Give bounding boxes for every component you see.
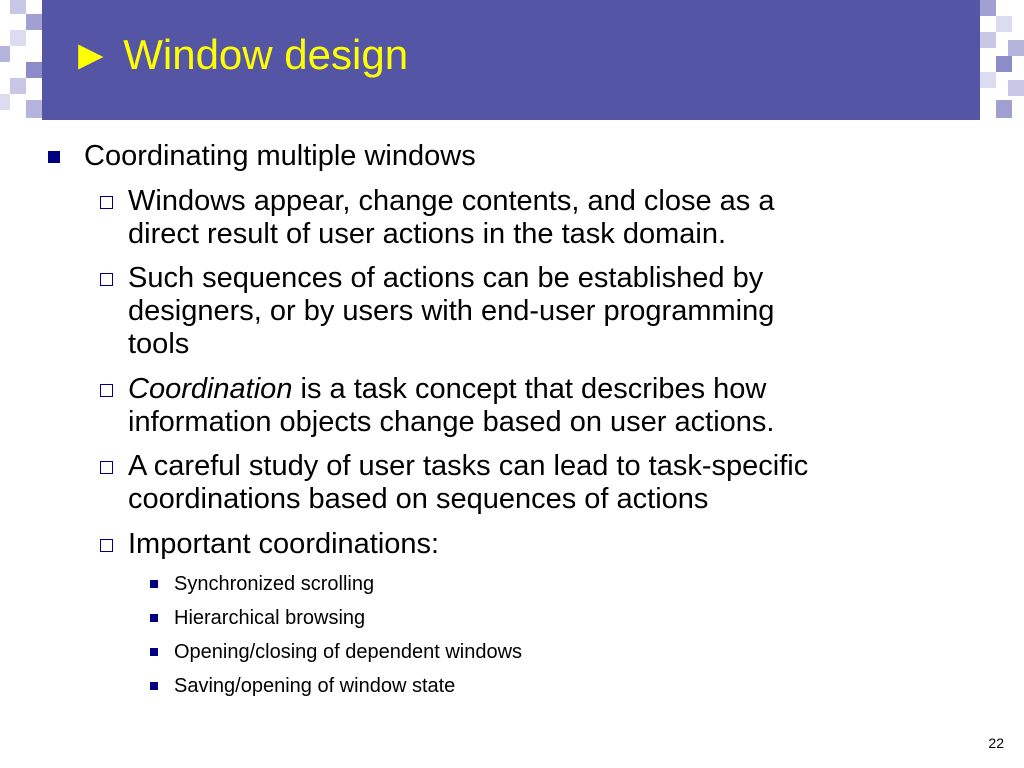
slide-title: ► Window design (70, 31, 409, 78)
hollow-square-bullet-icon (100, 384, 113, 397)
text-line: Important coordinations: (128, 528, 440, 560)
sub-bullet (128, 528, 928, 561)
text-line: Windows appear, change contents, and close as a (128, 185, 775, 217)
hollow-square-bullet-icon (100, 461, 113, 474)
emphasis-text: Coordination (128, 373, 293, 405)
text-line: information objects change based on user actions. (128, 406, 775, 438)
text-line: direct result of user actions in the task domain. (128, 218, 727, 250)
sub-sub-bullet: Opening/closing of dependent windows (174, 641, 523, 663)
sub-bullet (128, 262, 928, 361)
text-line: coordinations based on sequences of actions (128, 483, 709, 515)
hollow-square-bullet-icon (100, 539, 113, 552)
small-square-bullet-icon (150, 682, 158, 690)
text-line: designers, or by users with end-user programming (128, 295, 775, 327)
text-span: is a task concept that describes how (292, 373, 767, 405)
small-square-bullet-icon (150, 648, 158, 656)
heading-bullet: Coordinating multiple windows (84, 140, 476, 172)
text-line: tools (128, 328, 190, 360)
hollow-square-bullet-icon (100, 196, 113, 209)
sub-sub-bullet: Synchronized scrolling (174, 573, 375, 595)
sub-sub-bullet: Hierarchical browsing (174, 607, 366, 629)
sub-bullet (128, 450, 928, 516)
small-square-bullet-icon (150, 580, 158, 588)
sub-sub-bullet: Saving/opening of window state (174, 675, 456, 697)
small-square-bullet-icon (150, 614, 158, 622)
sub-bullet (128, 185, 928, 251)
text-line: A careful study of user tasks can lead to task-specific (128, 450, 809, 482)
page-number: 22 (988, 735, 1004, 751)
hollow-square-bullet-icon (100, 273, 113, 286)
text-line (128, 373, 928, 406)
square-bullet-icon (48, 151, 60, 163)
text-line: Such sequences of actions can be established by (128, 262, 764, 294)
sub-bullet (128, 373, 928, 439)
